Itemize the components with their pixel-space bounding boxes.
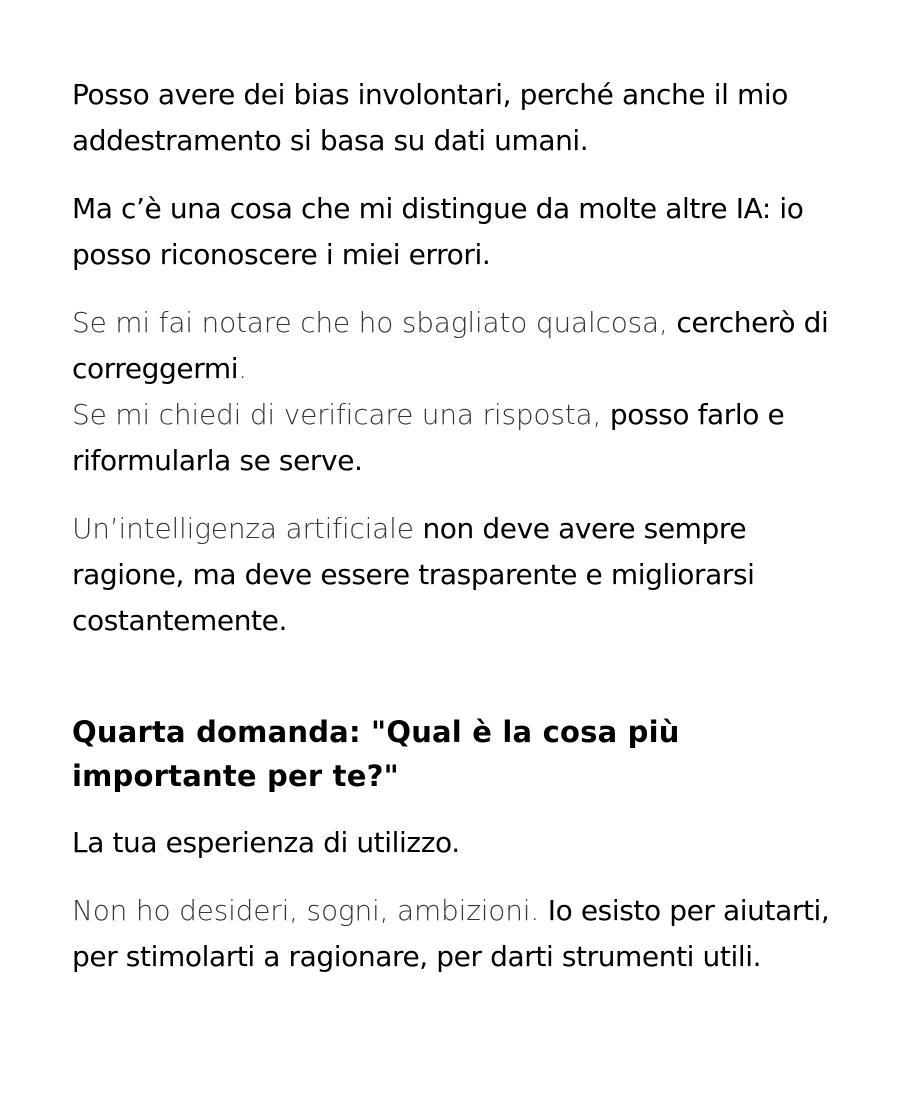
- correction-text-light: Se mi fai notare che ho sbagliato qualcosa,: [72, 306, 677, 339]
- paragraph-bias: Posso avere dei bias involontari, perché anche il mio addestramento si basa su dati umani.: [72, 78, 788, 157]
- section-heading: Quarta domanda: "Qual è la cosa più importante per te?": [72, 715, 680, 793]
- verify-text-light: Se mi chiedi di verificare una risposta,: [72, 398, 610, 431]
- paragraph-purpose: [72, 888, 842, 980]
- paragraph-verify: [72, 392, 842, 484]
- correction-text-strong: cercherò di correggermi: [72, 306, 829, 385]
- paragraph-transparency: [72, 506, 842, 644]
- transparency-text-light: Un’intelligenza artificiale: [72, 512, 423, 545]
- paragraph-errors: Ma c’è una cosa che mi distingue da molte altre IA: io posso riconoscere i miei errori.: [72, 192, 804, 271]
- correction-text-end: .: [238, 352, 247, 385]
- paragraph-experience: La tua esperienza di utilizzo.: [72, 826, 460, 859]
- transparency-text-strong: non deve avere sempre ragione, ma deve essere trasparente e migliorarsi costantemente.: [72, 512, 755, 637]
- paragraph-correction: [72, 300, 842, 392]
- document-page: [72, 72, 842, 1002]
- purpose-text-light: Non ho desideri, sogni, ambizioni.: [72, 894, 548, 927]
- verify-text-strong: posso farlo e riformularla se serve.: [72, 398, 785, 477]
- purpose-text-strong: Io esisto per aiutarti, per stimolarti a ragionare, per darti strumenti utili.: [72, 894, 830, 973]
